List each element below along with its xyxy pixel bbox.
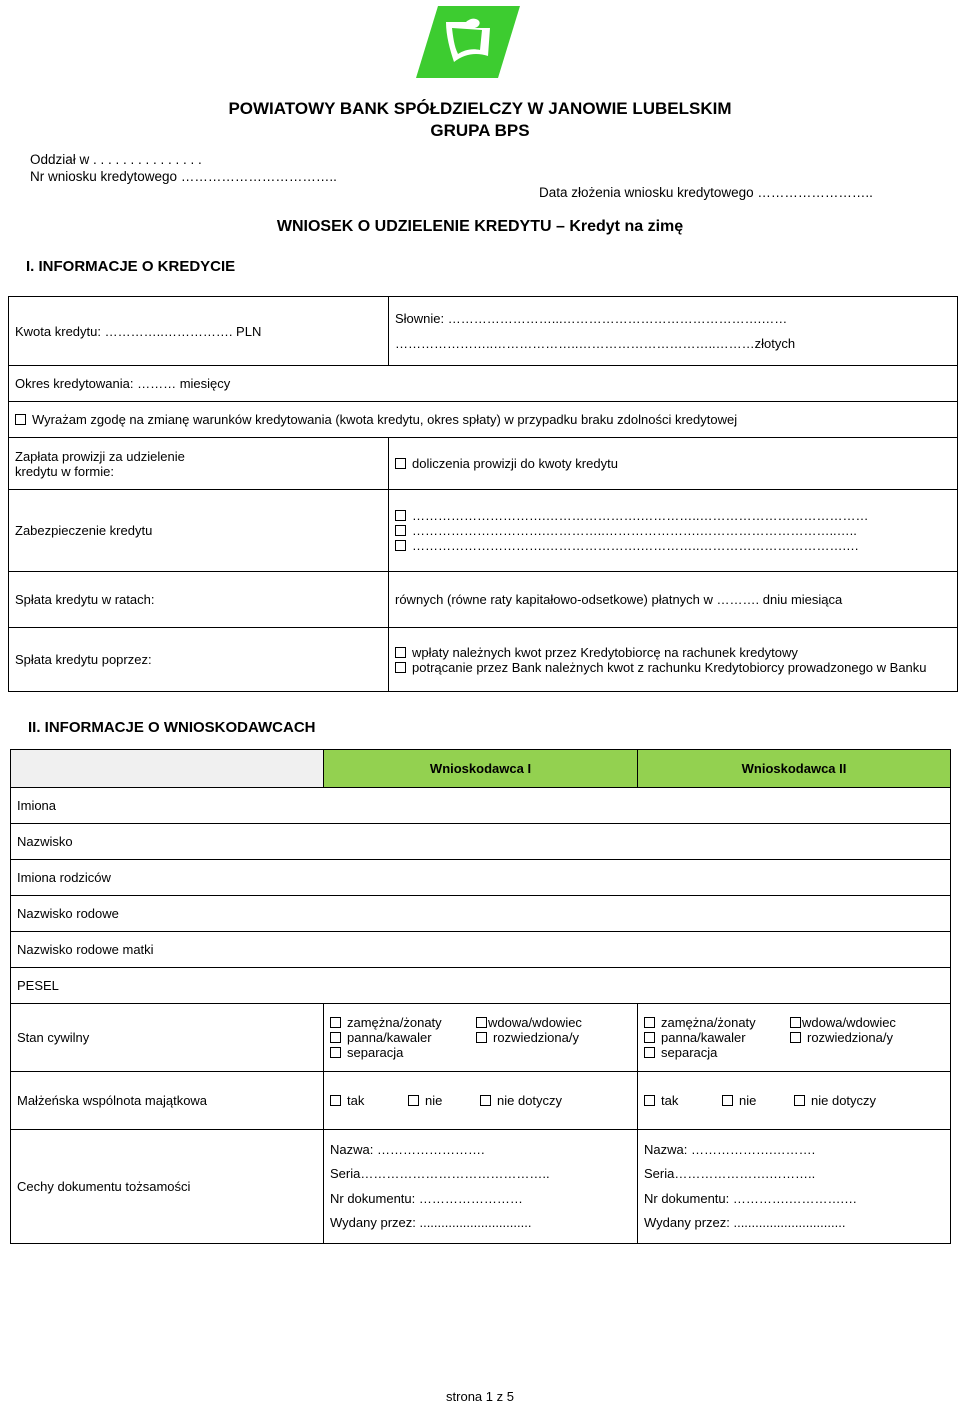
- repayment-checkbox-deduction[interactable]: [395, 662, 406, 673]
- applicant2-id-series[interactable]: Seria………………….………..: [644, 1166, 816, 1181]
- applicant1-header: Wnioskodawca I: [324, 750, 638, 788]
- applicant1-widowed-label: wdowa/wdowiec: [488, 1015, 582, 1030]
- applicant1-id-number[interactable]: Nr dokumentu: ……………………: [330, 1190, 523, 1206]
- applicant2-id-issuer[interactable]: Wydany przez: ...............................: [644, 1215, 846, 1230]
- community-label-cell: [11, 1072, 324, 1130]
- bank-group: GRUPA BPS: [430, 121, 530, 140]
- applicant1-divorced-label: rozwiedziona/y: [493, 1030, 579, 1045]
- applicant1-widowed-checkbox[interactable]: [476, 1017, 487, 1028]
- applicant2-community-no-label: nie: [739, 1093, 757, 1108]
- form-title: WNIOSEK O UDZIELENIE KREDYTU – Kredyt na zimę: [276, 218, 684, 235]
- application-number-field[interactable]: Nr wniosku kredytowego ……………………………..: [30, 169, 337, 184]
- amount-field[interactable]: Kwota kredytu: …………..……………. PLN: [15, 323, 262, 339]
- installments-text[interactable]: równych (równe raty kapitałowo-odsetkowe) płatnych w ………. dniu miesiąca: [395, 592, 843, 607]
- applicant2-community-na-checkbox[interactable]: [794, 1095, 805, 1106]
- applicant1-separated-label: separacja: [347, 1045, 404, 1060]
- applicant1-community-yes-checkbox[interactable]: [330, 1095, 341, 1106]
- applicant2-id-name[interactable]: Nazwa: ……………….……….: [644, 1141, 816, 1157]
- parents-names-row[interactable]: [11, 860, 951, 896]
- submission-date-field[interactable]: Data złożenia wniosku kredytowego ……………………..: [539, 185, 873, 200]
- commission-checkbox[interactable]: [395, 458, 406, 469]
- community-label: Małżeńska wspólnota majątkowa: [17, 1093, 208, 1108]
- installments-label: Spłata kredytu w ratach:: [15, 592, 155, 607]
- period-cell[interactable]: [9, 366, 958, 402]
- maiden-name-label: Nazwisko rodowe: [17, 906, 119, 921]
- applicant2-community-na-label: nie dotyczy: [811, 1093, 877, 1108]
- applicant1-community-cell: [324, 1072, 638, 1130]
- commission-option-label: doliczenia prowizji do kwoty kredytu: [412, 456, 618, 471]
- commission-label-cell: [9, 438, 389, 490]
- security-options-cell: [389, 490, 958, 572]
- applicant1-community-na-label: nie dotyczy: [497, 1093, 563, 1108]
- security-line-1[interactable]: ………………………….………………….…………..…………………………………: [412, 508, 869, 523]
- first-names-row[interactable]: [11, 788, 951, 824]
- applicant1-community-na-checkbox[interactable]: [480, 1095, 491, 1106]
- marital-status-label-cell: [11, 1004, 324, 1072]
- applicant1-marital-cell: [324, 1004, 638, 1072]
- applicant2-marital-cell: [638, 1004, 951, 1072]
- applicant1-divorced-checkbox[interactable]: [476, 1032, 487, 1043]
- applicant2-id-number[interactable]: Nr dokumentu: ………….………….…: [644, 1190, 858, 1206]
- installments-cell[interactable]: [389, 572, 958, 628]
- amount-words-line2[interactable]: …………………..………………..…………………………..………złotych: [395, 336, 796, 351]
- commission-label: Zapłata prowizji za udzielenie kredytu w formie:: [15, 448, 185, 479]
- applicant2-widowed-label: wdowa/wdowiec: [802, 1015, 896, 1030]
- applicant1-community-no-checkbox[interactable]: [408, 1095, 419, 1106]
- surname-label: Nazwisko: [17, 834, 73, 849]
- applicant2-divorced-label: rozwiedziona/y: [807, 1030, 893, 1045]
- applicant2-separated-label: separacja: [661, 1045, 718, 1060]
- bank-logo: [416, 6, 520, 78]
- amount-cell[interactable]: [9, 297, 389, 366]
- applicant2-single-checkbox[interactable]: [644, 1032, 655, 1043]
- marital-status-label: Stan cywilny: [17, 1030, 90, 1045]
- applicant2-community-no-checkbox[interactable]: [722, 1095, 733, 1106]
- parents-names-label: Imiona rodziców: [17, 870, 111, 885]
- repayment-options-cell: [389, 628, 958, 692]
- applicant2-married-checkbox[interactable]: [644, 1017, 655, 1028]
- consent-cell: [9, 402, 958, 438]
- mother-maiden-name-label: Nazwisko rodowe matki: [17, 942, 154, 957]
- pesel-label: PESEL: [17, 978, 59, 993]
- applicant2-community-yes-label: tak: [661, 1093, 679, 1108]
- applicant1-married-checkbox[interactable]: [330, 1017, 341, 1028]
- section2-heading: II. INFORMACJE O WNIOSKODAWCACH: [28, 719, 316, 736]
- applicants-table: [10, 749, 951, 1244]
- applicant1-id-name[interactable]: Nazwa: …………………….: [330, 1141, 485, 1157]
- installments-label-cell: [9, 572, 389, 628]
- applicant1-single-checkbox[interactable]: [330, 1032, 341, 1043]
- security-label: Zabezpieczenie kredytu: [15, 523, 153, 538]
- applicant1-id-series[interactable]: Seria……………………………………..: [330, 1166, 550, 1181]
- first-names-label: Imiona: [17, 798, 57, 813]
- repayment-label: Spłata kredytu poprzez:: [15, 652, 152, 667]
- consent-text: Wyrażam zgodę na zmianę warunków kredytowania (kwota kredytu, okres spłaty) w przypadku braku zdolności kredytowej: [32, 412, 738, 427]
- security-line-2[interactable]: ………………………….…………..………………….…………………………..…..: [412, 523, 857, 538]
- credit-info-table: [8, 296, 958, 692]
- maiden-name-row[interactable]: [11, 896, 951, 932]
- bank-name: POWIATOWY BANK SPÓŁDZIELCZY W JANOWIE LUBELSKIM: [228, 99, 732, 118]
- applicant2-separated-checkbox[interactable]: [644, 1047, 655, 1058]
- repayment-checkbox-transfer[interactable]: [395, 647, 406, 658]
- repayment-option-transfer: wpłaty należnych kwot przez Kredytobiorcę na rachunek kredytowy: [412, 644, 798, 660]
- security-checkbox-2[interactable]: [395, 525, 406, 536]
- period-field[interactable]: Okres kredytowania: ……… miesięcy: [15, 376, 231, 391]
- security-checkbox-1[interactable]: [395, 510, 406, 521]
- applicant1-married-label: zamężna/żonaty: [347, 1015, 442, 1030]
- branch-field[interactable]: Oddział w . . . . . . . . . . . . . . .: [30, 152, 202, 167]
- page-number: strona 1 z 5: [446, 1389, 514, 1404]
- applicant2-divorced-checkbox[interactable]: [790, 1032, 801, 1043]
- applicants-corner-cell: [11, 750, 324, 788]
- section1-heading: I. INFORMACJE O KREDYCIE: [26, 258, 236, 275]
- amount-words-line1[interactable]: Słownie: ……………………...……………………………………….……: [395, 311, 788, 326]
- applicant2-married-label: zamężna/żonaty: [661, 1015, 756, 1030]
- applicant2-id-cell: [638, 1130, 951, 1244]
- security-label-cell: [9, 490, 389, 572]
- security-checkbox-3[interactable]: [395, 540, 406, 551]
- applicant1-id-cell: [324, 1130, 638, 1244]
- applicant1-separated-checkbox[interactable]: [330, 1047, 341, 1058]
- applicant2-community-yes-checkbox[interactable]: [644, 1095, 655, 1106]
- repayment-option-deduction: potrącanie przez Bank należnych kwot z rachunku Kredytobiorcy prowadzonego w Banku: [412, 659, 927, 675]
- consent-checkbox[interactable]: [15, 414, 26, 425]
- applicant1-community-yes-label: tak: [347, 1093, 365, 1108]
- repayment-label-cell: [9, 628, 389, 692]
- commission-option-cell: [389, 438, 958, 490]
- mother-maiden-name-row[interactable]: [11, 932, 951, 968]
- id-document-label-cell: [11, 1130, 324, 1244]
- surname-row[interactable]: [11, 824, 951, 860]
- applicant2-single-label: panna/kawaler: [661, 1030, 746, 1045]
- security-line-3[interactable]: ………………………….………………….…………..…………………………….…: [412, 538, 860, 553]
- applicant2-community-cell: [638, 1072, 951, 1130]
- applicant1-community-no-label: nie: [425, 1093, 443, 1108]
- applicant2-widowed-checkbox[interactable]: [790, 1017, 801, 1028]
- applicant2-header: Wnioskodawca II: [638, 750, 951, 788]
- pesel-row[interactable]: [11, 968, 951, 1004]
- applicant1-id-issuer[interactable]: Wydany przez: ...............................: [330, 1215, 532, 1230]
- amount-words-cell[interactable]: [389, 297, 958, 366]
- applicant1-single-label: panna/kawaler: [347, 1030, 432, 1045]
- id-document-label: Cechy dokumentu tożsamości: [17, 1179, 191, 1194]
